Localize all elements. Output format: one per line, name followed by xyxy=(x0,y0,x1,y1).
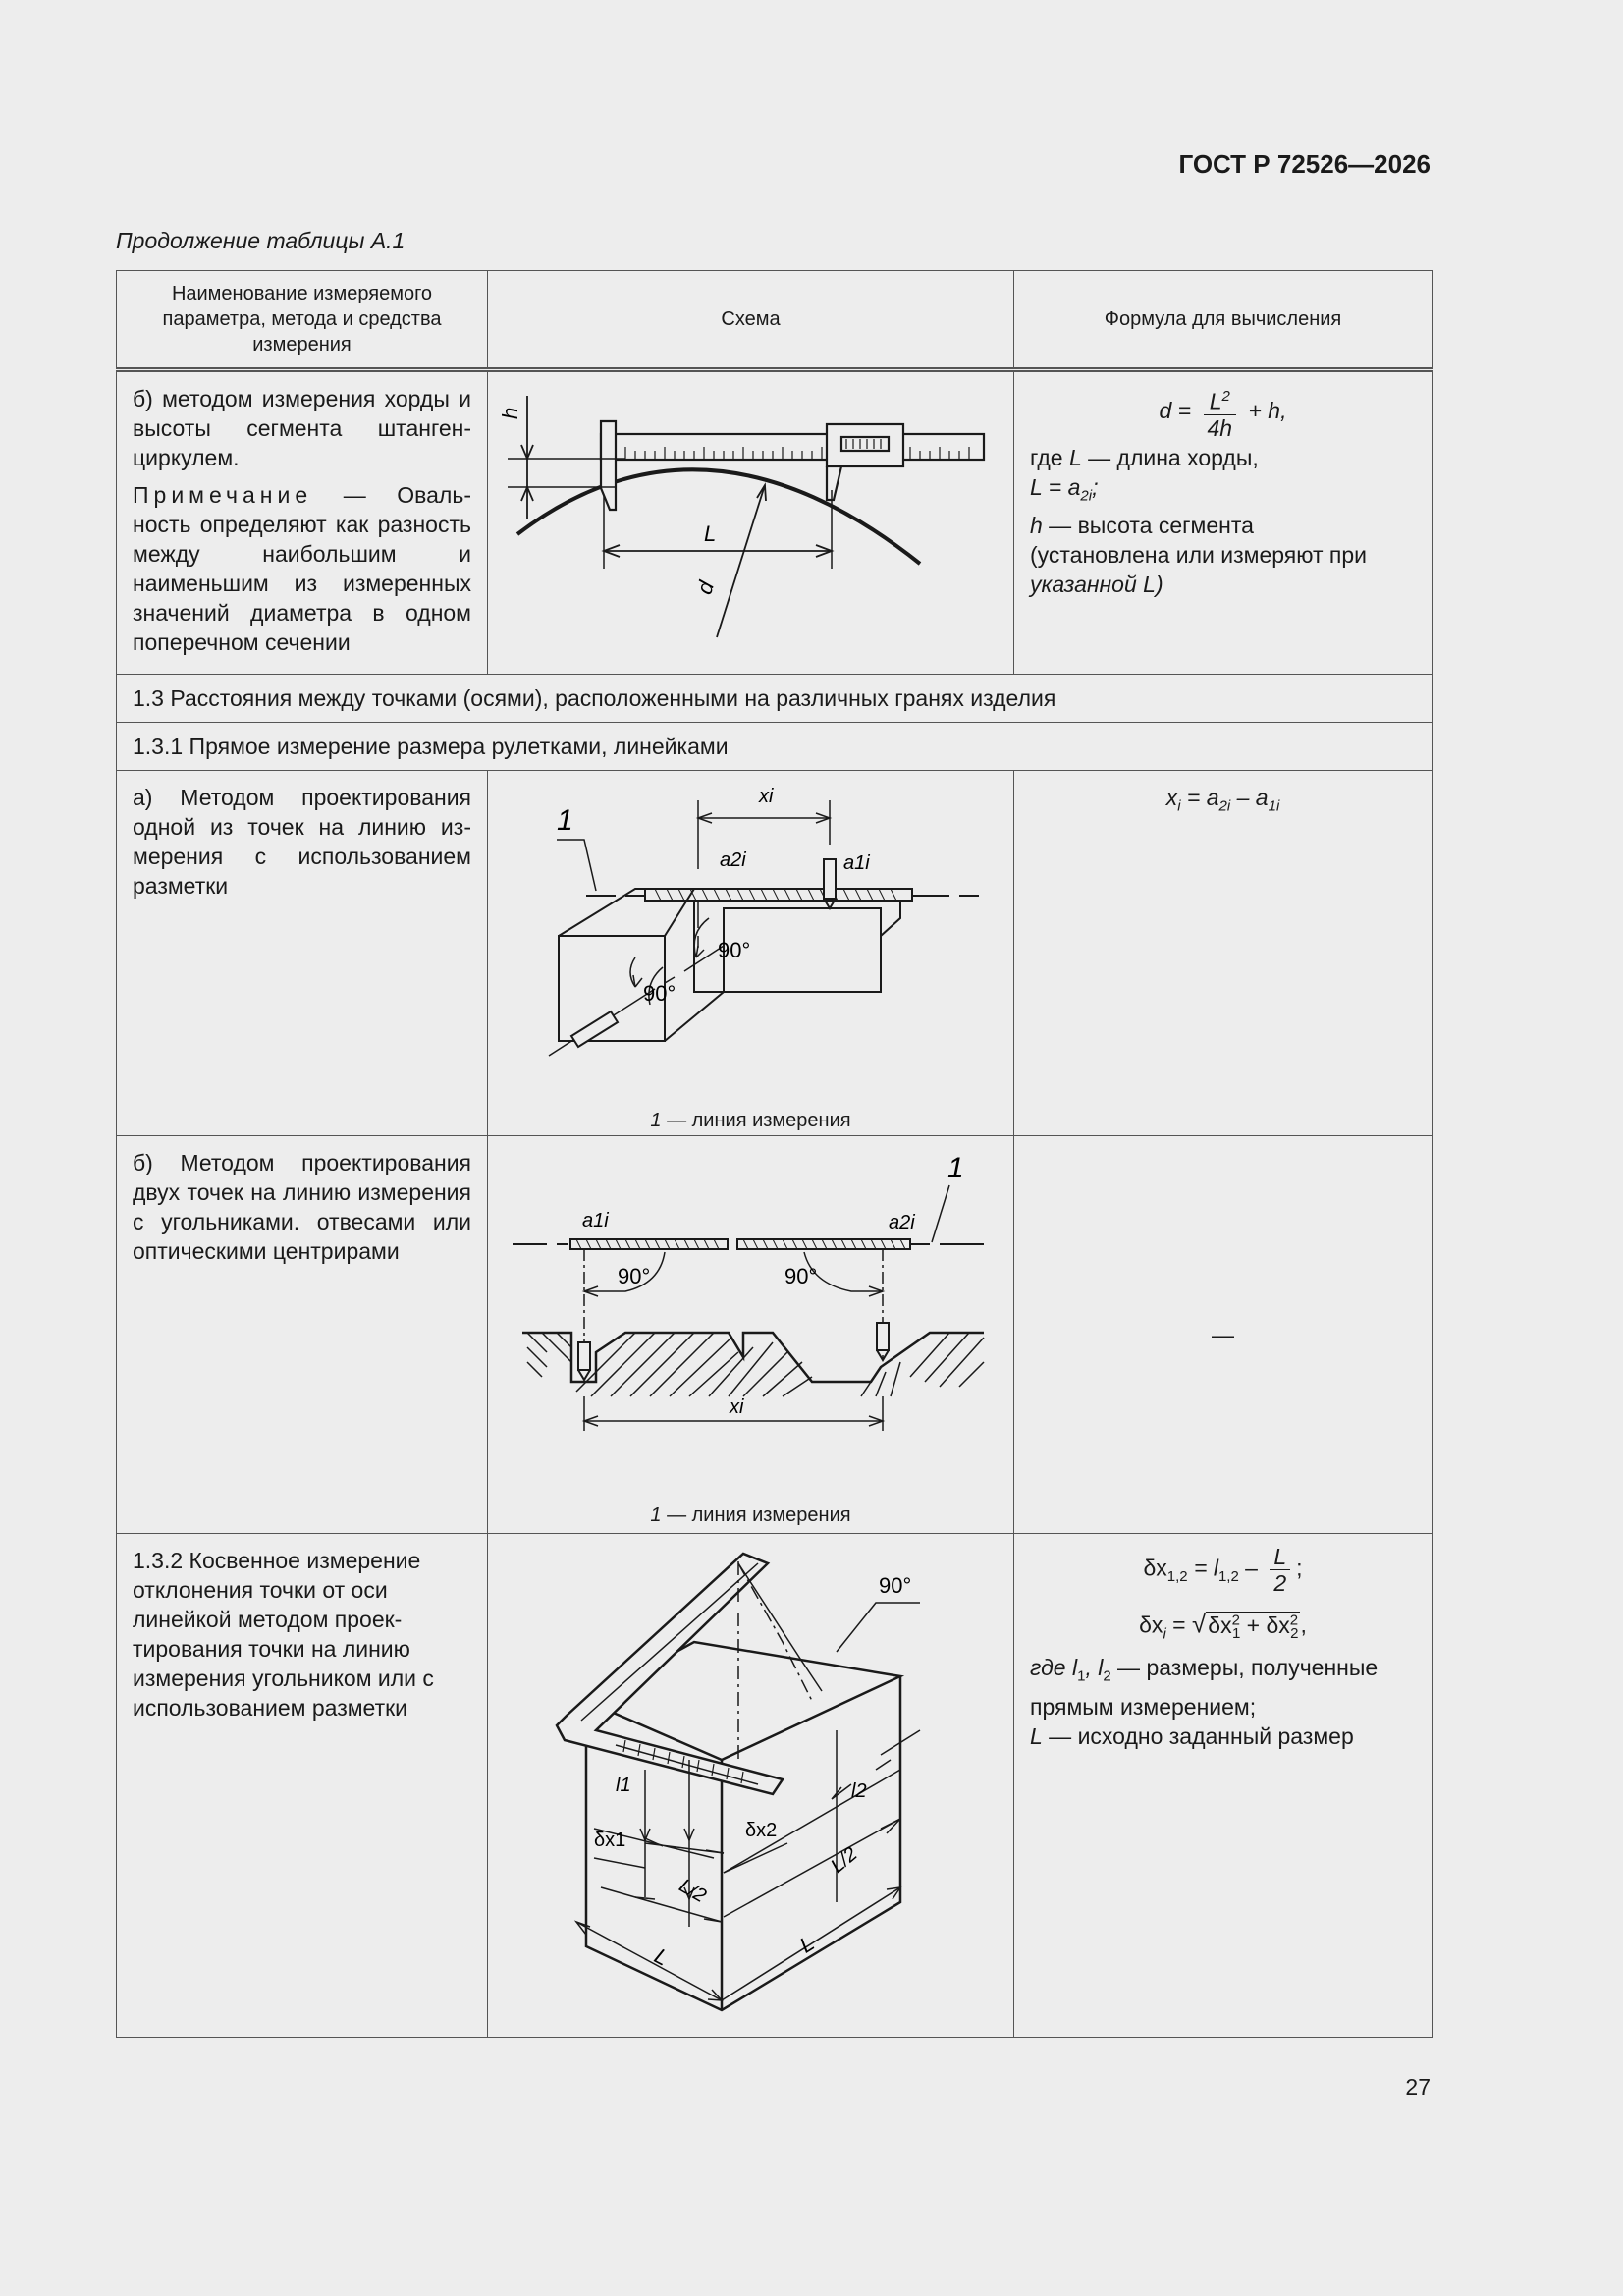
table-row-indirect-measurement xyxy=(117,1534,1433,2038)
row-b2-formula xyxy=(1014,1136,1433,1534)
section-row-1-3: 1.3 Расстояния между точками (осями), расположенными на различных гранях изделия xyxy=(117,675,1433,723)
label-1: 1 xyxy=(947,1152,964,1184)
formula-d: d = $\frac{L^2}{4h}$ + h, xyxy=(1030,384,1416,441)
row-132-scheme xyxy=(488,1534,1014,2038)
caption-measurement-line: 1 — линия измерения xyxy=(650,1504,851,1526)
formula-dx12: $\delta x_{1,2} = l_{1,2}$ – $\frac{L}{2}$ ; xyxy=(1143,1544,1303,1596)
label-l1: l1 xyxy=(616,1775,631,1796)
row-a-scheme xyxy=(488,771,1014,1136)
label-xi: xi xyxy=(730,1396,744,1418)
label-angle-90-left: 90° xyxy=(618,1264,651,1288)
label-L2-right: L/2 xyxy=(827,1842,862,1878)
row-b2-scheme xyxy=(488,1136,1014,1534)
col-header-formula: Формула для вычисления xyxy=(1014,271,1433,370)
table-row-chord-method xyxy=(117,370,1433,675)
label-a2i: a2i xyxy=(889,1212,915,1233)
page-number: 27 xyxy=(1405,2074,1431,2100)
label-a2i: a2i xyxy=(720,849,746,871)
two-point-projection-diagram xyxy=(488,1136,1014,1490)
label-l2: l2 xyxy=(851,1780,867,1802)
row-chord-description: б) методом измерения хорды и высоты сегмента штангенциркулем. Примечание — Овальность определяют как разность между наибольшим и наименьшим из измеренных значений диаметра в одном поперечном сечении xyxy=(117,370,488,675)
formula-xi: $x_i = a_{2i} - a_{1i}$ xyxy=(1165,785,1280,815)
label-angle-90-top: 90° xyxy=(718,938,751,962)
label-dx2: δx2 xyxy=(745,1820,778,1841)
label-1: 1 xyxy=(557,804,573,837)
measurement-table xyxy=(116,270,1433,2038)
row-chord-formula: d = $\frac{L^2}{4h}$ + h, где L — длина хорды, $L = a_{2i}$; h — высота сегмента (установлена или измеряют при указанной L) xyxy=(1014,370,1433,675)
single-point-projection-diagram xyxy=(488,771,1014,1095)
label-L-left: L xyxy=(650,1942,674,1971)
label-h: h xyxy=(498,407,522,419)
row-132-description: 1.3.2 Косвенное измерение отклонения точки от оси линейкой методом проектирования точки на линию измерения угольником или с использованием разметки xyxy=(117,1534,488,2038)
document-code: ГОСТ Р 72526—2026 xyxy=(1178,149,1431,179)
table-row-single-point-projection xyxy=(117,771,1433,1136)
col-header-scheme: Схема xyxy=(488,271,1014,370)
row-a-formula xyxy=(1014,771,1433,1136)
table-header-row xyxy=(117,271,1433,370)
label-dx1: δx1 xyxy=(594,1830,626,1851)
label-xi: xi xyxy=(759,786,774,807)
label-L2-left: L/2 xyxy=(675,1875,710,1908)
col-header-parameter: Наименование измеряемого параметра, метода и средства измерения xyxy=(117,271,488,370)
table-caption: Продолжение таблицы А.1 xyxy=(116,228,406,253)
formula-dxi: $\delta x_i = √\delta x^2_1 + \delta x^2_2$, xyxy=(1139,1609,1307,1643)
label-a1i: a1i xyxy=(843,852,870,874)
formula-dash: — xyxy=(1212,1322,1234,1347)
caliper-chord-diagram xyxy=(488,372,1014,667)
caption-measurement-line: 1 — линия измерения xyxy=(650,1110,851,1131)
sqrt-symbol: √ xyxy=(1192,1609,1207,1639)
label-a1i: a1i xyxy=(582,1210,609,1231)
note: Примечание — Овальность определяют как разность между наибольшим и наименьшим из измеренных значений диаметра в одном поперечном сечении xyxy=(133,482,471,655)
label-angle-90-bottom: 90° xyxy=(643,981,676,1006)
label-angle-90-right: 90° xyxy=(784,1264,818,1288)
row-chord-scheme xyxy=(488,370,1014,675)
label-d: d xyxy=(691,577,720,598)
row-b2-description: б) Методом проектирования двух точек на линию измерения с угольниками. отвесами или оптическими центрирами xyxy=(117,1136,488,1534)
indirect-measurement-diagram xyxy=(488,1534,1014,2030)
row-a-description: а) Методом проектирования одной из точек на линию измерения с использованием разметки xyxy=(117,771,488,1136)
table-row-two-point-projection xyxy=(117,1136,1433,1534)
label-angle-90: 90° xyxy=(879,1573,912,1598)
label-L-right: L xyxy=(794,1930,819,1958)
section-row-1-3-1: 1.3.1 Прямое измерение размера рулетками, линейками xyxy=(117,723,1433,771)
row-132-formula: $\delta x_{1,2} = l_{1,2}$ – $\frac{L}{2}$ ; $\delta x_i = √\delta x^2_1 + \delta x^2_2$, где $l_1$, $l_2$ — размеры, полученные прямым измерением; L — исходно заданный размер xyxy=(1014,1534,1433,2038)
label-L: L xyxy=(704,521,717,546)
